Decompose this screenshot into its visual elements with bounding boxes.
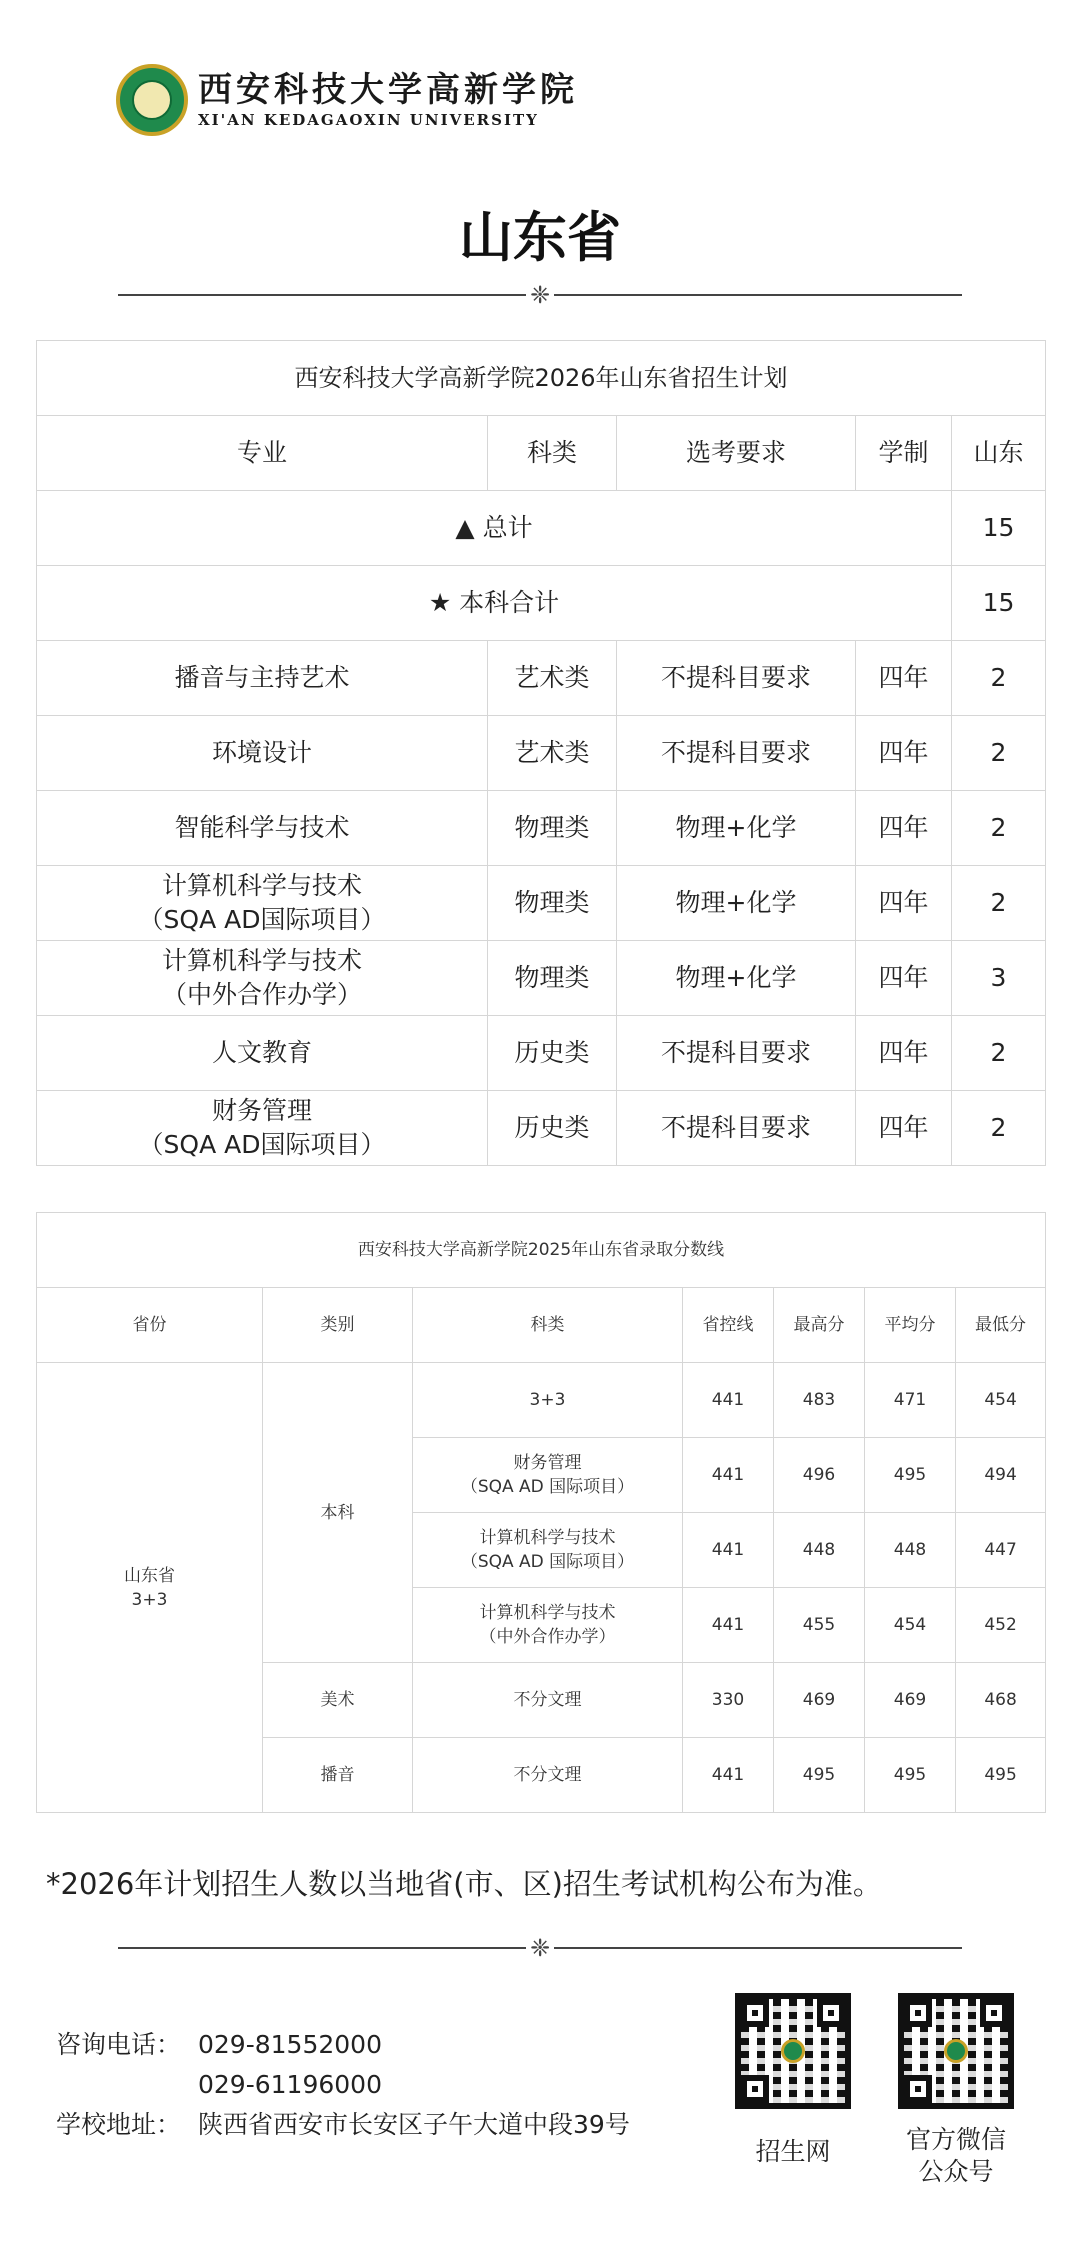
count-cell: 2 [952,716,1046,791]
flower-ornament-icon: ❈ [526,1935,554,1961]
header-requirement: 选考要求 [617,416,856,491]
type-cell-benke: 本科 [263,1363,413,1663]
province-cell: 山东省 3+3 [37,1363,263,1813]
type-cell-meishu: 美术 [263,1663,413,1738]
undergrad-total-value: 15 [952,566,1046,641]
subject-cell: 计算机科学与技术 （SQA AD 国际项目） [413,1513,683,1588]
major-cell: 计算机科学与技术 （中外合作办学） [37,941,488,1016]
avg-cell: 495 [865,1438,956,1513]
min-cell: 447 [956,1513,1046,1588]
count-cell: 3 [952,941,1046,1016]
qr-label-admissions: 招生网 [755,2137,831,2166]
major-cell: 计算机科学与技术 （SQA AD国际项目） [37,866,488,941]
years-cell: 四年 [856,1016,952,1091]
control-cell: 441 [683,1438,774,1513]
header-years: 学制 [856,416,952,491]
subject-cell: 不分文理 [413,1663,683,1738]
requirement-cell: 不提科目要求 [617,641,856,716]
max-cell: 455 [774,1588,865,1663]
total-row [37,491,1046,566]
avg-cell: 471 [865,1363,956,1438]
major-cell: 人文教育 [37,1016,488,1091]
major-cell: 智能科学与技术 [37,791,488,866]
max-cell: 469 [774,1663,865,1738]
admission-score-table [36,1212,1046,1813]
min-cell: 495 [956,1738,1046,1813]
phone-label: 咨询电话： [56,2030,182,2059]
admissions-website-qr-code-icon [735,1993,851,2109]
qr-label-wechat: 官方微信 公众号 [905,2125,1006,2186]
subject-cell: 财务管理 （SQA AD 国际项目） [413,1438,683,1513]
logo-chinese-name: 西安科技大学高新学院 [198,70,578,110]
subject-cell: 计算机科学与技术 （中外合作办学） [413,1588,683,1663]
count-cell: 2 [952,866,1046,941]
requirement-cell: 不提科目要求 [617,1016,856,1091]
decorative-divider [118,1935,962,1961]
min-cell: 454 [956,1363,1046,1438]
years-cell: 四年 [856,716,952,791]
years-cell: 四年 [856,791,952,866]
header-avg-score: 平均分 [865,1288,956,1363]
type-cell-boyin: 播音 [263,1738,413,1813]
years-cell: 四年 [856,866,952,941]
table-row [37,641,1046,716]
plan-table-header-row [37,416,1046,491]
min-cell: 452 [956,1588,1046,1663]
min-cell: 468 [956,1663,1046,1738]
category-cell: 艺术类 [488,641,617,716]
header-control-line: 省控线 [683,1288,774,1363]
undergrad-total-row [37,566,1046,641]
table-row [37,791,1046,866]
control-cell: 441 [683,1513,774,1588]
requirement-cell: 不提科目要求 [617,1091,856,1166]
category-cell: 艺术类 [488,716,617,791]
count-cell: 2 [952,1091,1046,1166]
count-cell: 2 [952,791,1046,866]
header-category: 科类 [488,416,617,491]
subject-cell: 不分文理 [413,1738,683,1813]
school-logo [116,62,578,138]
major-cell: 财务管理 （SQA AD国际项目） [37,1091,488,1166]
score-table-header-row [37,1288,1046,1363]
header-subject: 科类 [413,1288,683,1363]
enrollment-plan-table [36,340,1046,1166]
footnote: *2026年计划招生人数以当地省(市、区)招生考试机构公布为准。 [46,1867,882,1901]
category-cell: 历史类 [488,1016,617,1091]
category-cell: 物理类 [488,941,617,1016]
table-row [37,866,1046,941]
header-max-score: 最高分 [774,1288,865,1363]
contact-info [56,2025,630,2145]
undergrad-total-label: ★ 本科合计 [37,566,952,641]
avg-cell: 469 [865,1663,956,1738]
major-cell: 环境设计 [37,716,488,791]
address-label: 学校地址： [56,2110,182,2139]
max-cell: 448 [774,1513,865,1588]
plan-table-caption: 西安科技大学高新学院2026年山东省招生计划 [37,341,1046,416]
control-cell: 441 [683,1738,774,1813]
phone-number-1: 029-81552000 [198,2030,382,2059]
category-cell: 历史类 [488,1091,617,1166]
school-emblem-icon [116,64,188,136]
max-cell: 496 [774,1438,865,1513]
subject-cell: 3+3 [413,1363,683,1438]
major-cell: 播音与主持艺术 [37,641,488,716]
header-major: 专业 [37,416,488,491]
avg-cell: 495 [865,1738,956,1813]
table-row [37,716,1046,791]
header-min-score: 最低分 [956,1288,1046,1363]
max-cell: 495 [774,1738,865,1813]
score-table-caption: 西安科技大学高新学院2025年山东省录取分数线 [37,1213,1046,1288]
requirement-cell: 物理+化学 [617,866,856,941]
count-cell: 2 [952,641,1046,716]
table-row [37,1363,1046,1438]
page-title: 山东省 [459,206,621,269]
table-row [37,1091,1046,1166]
decorative-divider [118,282,962,308]
count-cell: 2 [952,1016,1046,1091]
header-shandong: 山东 [952,416,1046,491]
years-cell: 四年 [856,641,952,716]
category-cell: 物理类 [488,791,617,866]
wechat-official-account-qr-code-icon [898,1993,1014,2109]
min-cell: 494 [956,1438,1046,1513]
flower-ornament-icon: ❈ [526,282,554,308]
avg-cell: 448 [865,1513,956,1588]
phone-number-2: 029-61196000 [198,2070,382,2099]
total-label: ▲ 总计 [37,491,952,566]
table-row [37,941,1046,1016]
max-cell: 483 [774,1363,865,1438]
avg-cell: 454 [865,1588,956,1663]
total-value: 15 [952,491,1046,566]
requirement-cell: 不提科目要求 [617,716,856,791]
years-cell: 四年 [856,941,952,1016]
header-type: 类别 [263,1288,413,1363]
control-cell: 330 [683,1663,774,1738]
table-row [37,1016,1046,1091]
requirement-cell: 物理+化学 [617,941,856,1016]
control-cell: 441 [683,1363,774,1438]
requirement-cell: 物理+化学 [617,791,856,866]
control-cell: 441 [683,1588,774,1663]
logo-english-name: XI'AN KEDAGAOXIN UNIVERSITY [198,111,539,129]
years-cell: 四年 [856,1091,952,1166]
address-text: 陕西省西安市长安区子午大道中段39号 [198,2110,630,2139]
category-cell: 物理类 [488,866,617,941]
header-province: 省份 [37,1288,263,1363]
